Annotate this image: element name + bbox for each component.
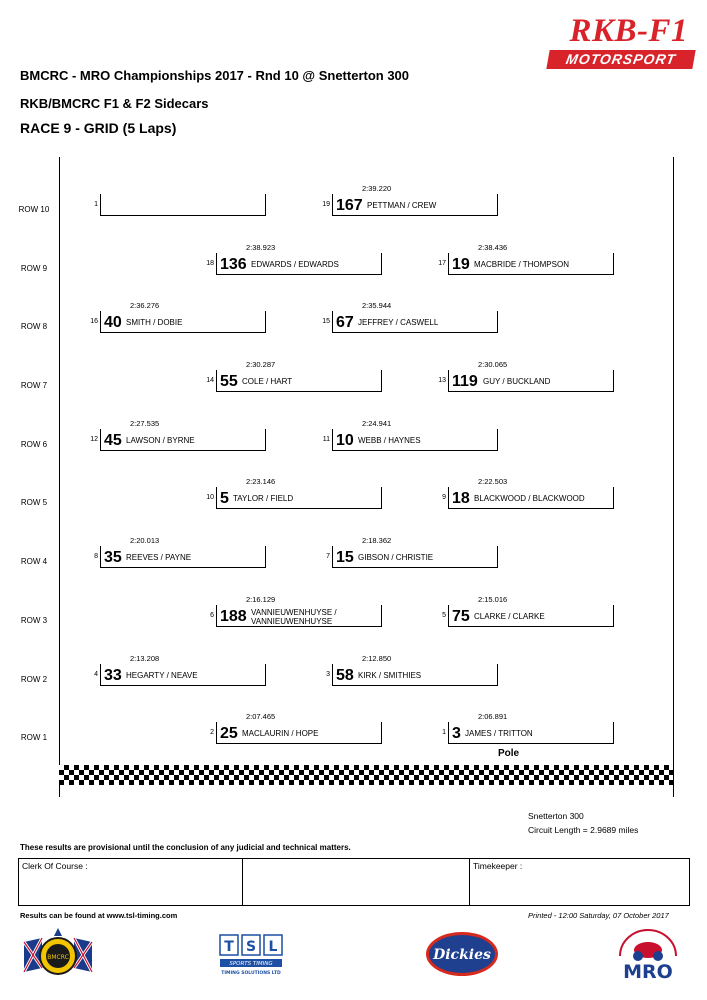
grid-position: 4 (94, 671, 98, 678)
race-number: 167 (336, 197, 363, 214)
grid-slot (322, 184, 498, 218)
bmcrc-badge-text: BMCRC (47, 954, 69, 961)
qualifying-time: 2:36.276 (130, 301, 160, 310)
officials-box (18, 858, 690, 906)
grid-slot-box (216, 370, 382, 392)
crew-names (465, 729, 533, 738)
crew-names-line: KIRK / SMITHIES (358, 671, 422, 680)
grid-position: 12 (90, 436, 98, 443)
grid-position: 14 (206, 377, 214, 384)
circuit-length: Circuit Length = 2.9689 miles (528, 825, 639, 835)
crew-names (358, 436, 421, 445)
crew-names-line: TAYLOR / FIELD (233, 494, 294, 503)
qualifying-time: 2:35.944 (362, 301, 392, 310)
qualifying-time: 2:22.503 (478, 477, 508, 486)
grid-slot (322, 301, 498, 335)
qualifying-time: 2:38.923 (246, 243, 276, 252)
crew-names (126, 671, 198, 680)
grid-slot (206, 243, 382, 277)
crew-names (242, 729, 318, 738)
row-label: ROW 1 (20, 733, 48, 742)
crew-names-line: BLACKWOOD / BLACKWOOD (474, 494, 585, 503)
results-url: Results can be found at www.tsl-timing.com (20, 911, 178, 920)
crew-names-line: COLE / HART (242, 377, 293, 386)
race-number: 188 (220, 608, 247, 625)
crew-names (251, 260, 339, 269)
crew-names (242, 377, 292, 386)
grid-slot (438, 595, 614, 629)
qualifying-time: 2:30.065 (478, 360, 508, 369)
crew-names-line: SMITH / DOBIE (126, 318, 183, 327)
race-number: 3 (452, 725, 461, 742)
crew-names-line: JEFFREY / CASWELL (358, 318, 439, 327)
grid-position: 11 (322, 436, 330, 443)
race-number: 19 (452, 256, 470, 273)
grid-position: 5 (442, 612, 446, 619)
dickies-logo-icon (424, 930, 500, 978)
crew-names (358, 671, 421, 680)
mro-logo-icon (612, 926, 684, 984)
printed-timestamp: Printed - 12:00 Saturday, 07 October 2017 (528, 911, 669, 920)
grid-position: 3 (326, 671, 330, 678)
grid-slot (438, 243, 614, 277)
row-label: ROW 5 (20, 498, 48, 507)
grid-position: 7 (326, 553, 330, 560)
grid-position: 19 (322, 201, 330, 208)
crew-names-line: EDWARDS / EDWARDS (251, 260, 339, 269)
crew-names-line: LAWSON / BYRNE (126, 436, 195, 445)
provisional-notice: These results are provisional until the conclusion of any judicial and technical matters. (20, 843, 351, 852)
qualifying-time: 2:30.287 (246, 360, 276, 369)
crew-names-line: CLARKE / CLARKE (474, 612, 545, 621)
qualifying-time: 2:06.891 (478, 712, 508, 721)
crew-names (367, 201, 436, 210)
pole-label: Pole (498, 748, 520, 759)
crew-names-line: HEGARTY / NEAVE (126, 671, 198, 680)
grid-position: 16 (90, 318, 98, 325)
grid-slot-box (100, 194, 266, 216)
timekeeper-field: Timekeeper : (473, 861, 523, 871)
race-number: 136 (220, 256, 247, 273)
crew-names-line: GIBSON / CHRISTIE (358, 553, 434, 562)
race-number: 67 (336, 314, 354, 331)
grid-position: 18 (206, 260, 214, 267)
tsl-subtitle: SPORTS TIMING (229, 961, 273, 967)
grid-slot (206, 477, 382, 511)
race-number: 119 (452, 373, 478, 390)
checkered-flag-line (59, 765, 673, 785)
crew-names-line: GUY / BUCKLAND (483, 377, 551, 386)
qualifying-time: 2:16.129 (246, 595, 276, 604)
grid-slot (90, 194, 266, 218)
mro-text: MRO (623, 961, 673, 983)
race-number: 55 (220, 373, 238, 390)
circuit-name: Snetterton 300 (528, 811, 584, 821)
tsl-letter-s: S (245, 939, 257, 955)
race-number: 15 (336, 549, 354, 566)
row-label: ROW 4 (20, 557, 48, 566)
grid-position: 6 (210, 612, 214, 619)
grid-slot (206, 360, 382, 394)
qualifying-time: 2:38.436 (478, 243, 508, 252)
crew-names-line: MACLAURIN / HOPE (242, 729, 319, 738)
crew-names-line: MACBRIDE / THOMPSON (474, 260, 569, 269)
grid-slot (90, 301, 266, 335)
qualifying-time: 2:13.208 (130, 654, 160, 663)
bmcrc-badge-icon (22, 924, 94, 986)
grid-position: 10 (206, 494, 214, 501)
event-title: BMCRC - MRO Championships 2017 - Rnd 10 @ Snetterton 300 (20, 68, 410, 83)
grid-slot (90, 536, 266, 570)
crew-names (483, 377, 550, 386)
crew-names (251, 608, 337, 626)
logo-wordmark: RKB-F1 (569, 13, 688, 49)
race-number: 35 (104, 549, 122, 566)
grid-position: 15 (322, 318, 330, 325)
grid-slot (438, 477, 614, 511)
crew-names (358, 553, 433, 562)
row-label: ROW 9 (20, 264, 48, 273)
clerk-of-course-field: Clerk Of Course : (19, 859, 243, 905)
crew-names (126, 318, 182, 327)
crew-names-line: WEBB / HAYNES (358, 436, 421, 445)
rkb-f1-logo (548, 14, 694, 76)
qualifying-time: 2:07.465 (246, 712, 276, 721)
grid-slot (322, 654, 498, 688)
qualifying-time: 2:23.146 (246, 477, 276, 486)
race-title: RACE 9 - GRID (5 Laps) (20, 120, 177, 136)
crew-names (233, 494, 293, 503)
grid-position: 8 (94, 553, 98, 560)
row-label: ROW 7 (20, 381, 48, 390)
grid-right-border (673, 157, 674, 797)
crew-names-line: PETTMAN / CREW (367, 201, 437, 210)
row-label: ROW 3 (20, 616, 48, 625)
crew-names-line: JAMES / TRITTON (465, 729, 533, 738)
crew-names (474, 612, 545, 621)
tsl-letter-t: T (224, 939, 234, 955)
race-number: 18 (452, 490, 470, 507)
crew-names (126, 436, 195, 445)
grid-position: 9 (442, 494, 446, 501)
race-number: 10 (336, 432, 354, 449)
crew-names (474, 494, 585, 503)
race-number: 45 (104, 432, 122, 449)
crew-names (358, 318, 438, 327)
row-label: ROW 2 (20, 675, 48, 684)
race-number: 40 (104, 314, 122, 331)
race-number: 58 (336, 667, 354, 684)
crew-names-line: VANNIEUWENHUYSE (251, 617, 333, 626)
qualifying-time: 2:18.362 (362, 536, 392, 545)
crew-names (126, 553, 191, 562)
tsl-company: TIMING SOLUTIONS LTD (221, 971, 281, 976)
grid-slot (206, 595, 382, 629)
race-number: 5 (220, 490, 229, 507)
race-number: 75 (452, 608, 470, 625)
race-number: 33 (104, 667, 122, 684)
grid-slot (322, 419, 498, 453)
class-title: RKB/BMCRC F1 & F2 Sidecars (20, 96, 209, 111)
officials-middle-field (243, 859, 470, 905)
grid-slot (206, 712, 382, 746)
grid-position: 13 (438, 377, 446, 384)
grid-slot (90, 419, 266, 453)
grid-slot-box (100, 311, 266, 333)
tsl-timing-logo-icon (216, 933, 286, 977)
tsl-letter-l: L (268, 939, 278, 955)
crew-names (474, 260, 569, 269)
grid-position: 17 (438, 260, 446, 267)
grid-slot (90, 654, 266, 688)
grid-slot (438, 360, 614, 394)
logo-subtitle: MOTORSPORT (546, 50, 695, 69)
race-number: 25 (220, 725, 238, 742)
qualifying-time: 2:27.535 (130, 419, 160, 428)
qualifying-time: 2:12.850 (362, 654, 392, 663)
qualifying-time: 2:20.013 (130, 536, 160, 545)
grid-position: 1 (94, 201, 98, 208)
grid-position: 2 (210, 729, 214, 736)
row-label: ROW 10 (18, 205, 50, 214)
dickies-text: Dickies (433, 947, 491, 963)
crew-names-line: VANNIEUWENHUYSE / (251, 608, 337, 617)
grid-position: 1 (442, 729, 446, 736)
row-label: ROW 8 (20, 322, 48, 331)
qualifying-time: 2:24.941 (362, 419, 392, 428)
qualifying-time: 2:39.220 (362, 184, 392, 193)
qualifying-time: 2:15.016 (478, 595, 508, 604)
grid-slot (438, 712, 614, 746)
grid-slot (322, 536, 498, 570)
crew-names-line: REEVES / PAYNE (126, 553, 192, 562)
grid-left-border (59, 157, 60, 797)
row-label: ROW 6 (20, 440, 48, 449)
